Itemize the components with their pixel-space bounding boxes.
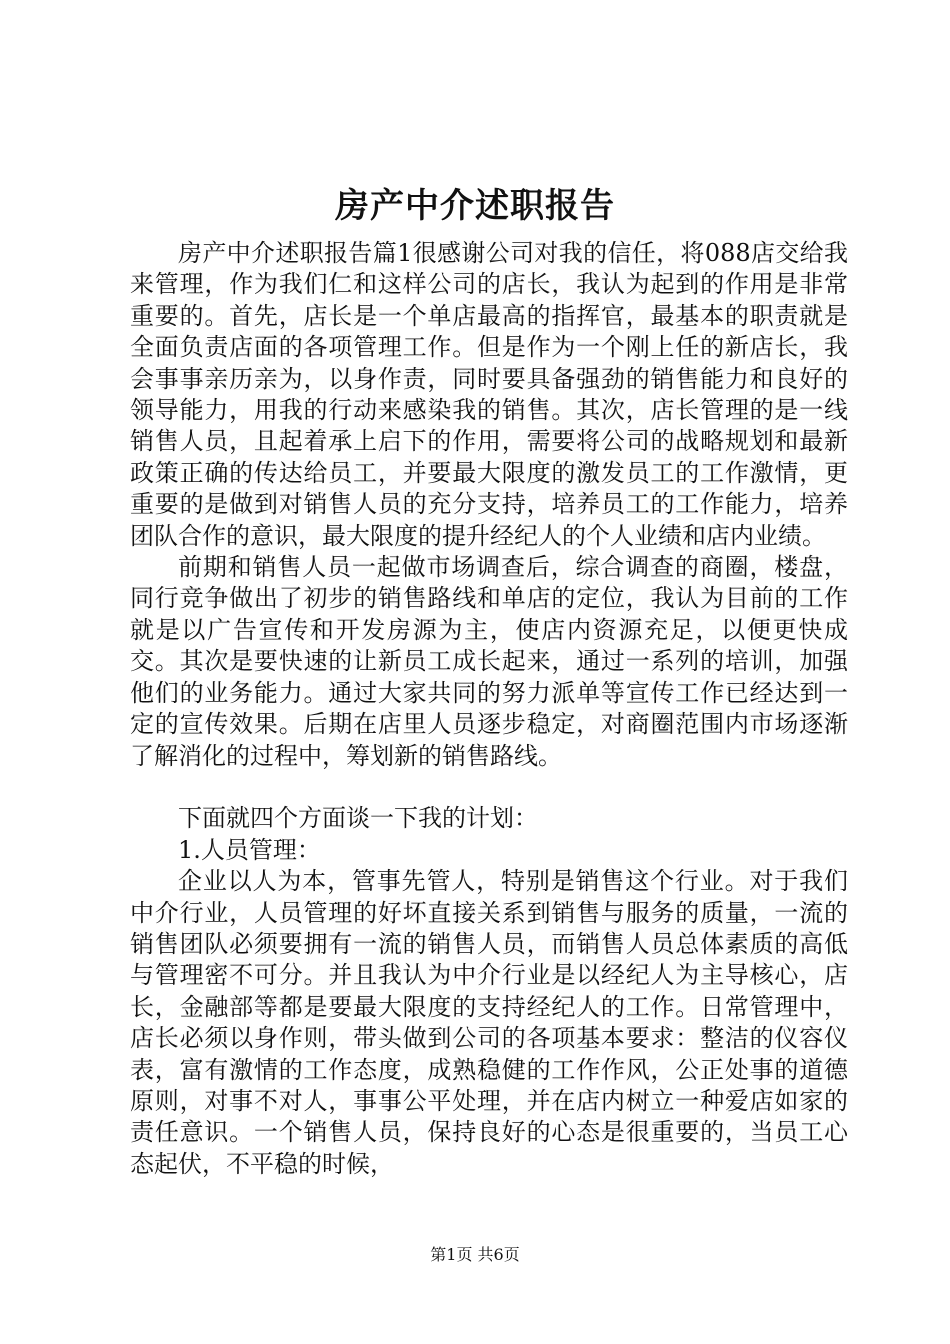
paragraph-personnel-management: 企业以人为本，管事先管人，特别是销售这个行业。对于我们中介行业，人员管理的好坏直接关系到销售与服务的质量，一流的销售团队必须要拥有一流的销售人员，而销售人员总体素质的高低与管理密不可分。并且我认为中介行业是以经纪人为主导核心，店长，金融部等都是要最大限度的支持经纪人的工作。日常管理中，店长必须以身作则，带头做到公司的各项基本要求：整洁的仪容仪表，富有激情的工作态度，成熟稳健的工作作风，公正处事的道德原则，对事不对人，事事公平处理，并在店内树立一种爱店如家的责任意识。一个销售人员，保持良好的心态是很重要的，当员工心态起伏，不平稳的时候，	[130, 867, 848, 1178]
document-body	[130, 238, 848, 1180]
paragraph-plan-intro: 下面就四个方面谈一下我的计划：	[178, 804, 538, 833]
page-footer: 第1页 共6页	[430, 1245, 520, 1264]
section-heading-personnel: 1.人员管理：	[178, 835, 321, 864]
document-title: 房产中介述职报告	[335, 186, 615, 226]
paragraph-intro: 房产中介述职报告篇1很感谢公司对我的信任，将088店交给我来管理，作为我们仁和这样公司的店长，我认为起到的作用是非常重要的。首先，店长是一个单店最高的指挥官，最基本的职责就是全面负责店面的各项管理工作。但是作为一个刚上任的新店长，我会事事亲历亲为，以身作责，同时要具备强劲的销售能力和良好的领导能力，用我的行动来感染我的销售。其次，店长管理的是一线销售人员，且起着承上启下的作用，需要将公司的战略规划和最新政策正确的传达给员工，并要最大限度的激发员工的工作激情，更重要的是做到对销售人员的充分支持，培养员工的工作能力，培养团队合作的意识，最大限度的提升经纪人的个人业绩和店内业绩。	[130, 239, 848, 550]
paragraph-early-work: 前期和销售人员一起做市场调查后，综合调查的商圈，楼盘，同行竞争做出了初步的销售路线和单店的定位，我认为目前的工作就是以广告宣传和开发房源为主，使店内资源充足，以便更快成交。其次是要快速的让新员工成长起来，通过一系列的培训，加强他们的业务能力。通过大家共同的努力派单等宣传工作已经达到一定的宣传效果。后期在店里人员逐步稳定，对商圈范围内市场逐渐了解消化的过程中，筹划新的销售路线。	[130, 553, 848, 770]
